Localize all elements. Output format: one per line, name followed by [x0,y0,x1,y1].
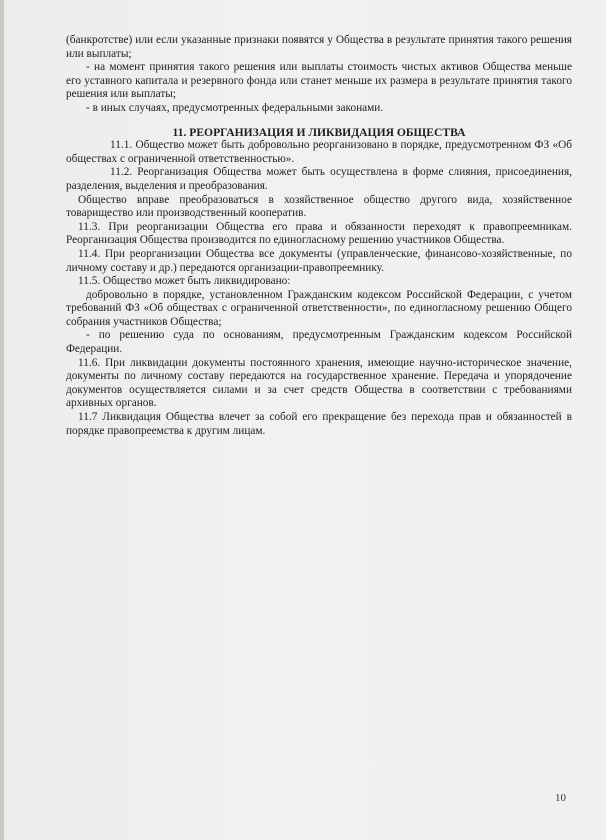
list-item-net-assets: - на момент принятия такого решения или выплаты стоимость чистых активов Общества меньше его уставного капитала и резервного фонда или станет меньше их размера в результате принятия такого решения или выплаты; [66,61,572,101]
scan-edge-shadow [0,0,4,840]
clause-11-2: 11.2. Реорганизация Общества может быть осуществлена в форме слияния, присоединения, разделения, выделения и преобразования. [66,166,572,192]
list-item-other-cases: - в иных случаях, предусмотренных федеральными законами. [86,101,384,114]
list-item-court: - по решению суда по основаниям, предусмотренным Гражданским кодексом Российской Федерации. [66,329,572,356]
page-number: 10 [555,792,566,804]
list-item-voluntary: добровольно в порядке, установленном Гражданским кодексом Российской Федерации, с учетом требований ФЗ «Об обществах с ограниченной ответственности», по единогласному решению Общего собрания участников Общества; [66,288,572,328]
document-body [66,34,572,438]
clause-11-6: 11.6. При ликвидации документы постоянного хранения, имеющие научно-историческое значение, документы по личному составу передаются на государственное хранение. Передача и упорядочение документов осуществляется силами и за счет средств Общества в соответствии с требованиями архивных органов. [66,356,572,410]
clause-11-5: 11.5. Общество может быть ликвидировано: [78,275,291,288]
paragraph-continuation: (банкротстве) или если указанные признаки появятся у Общества в результате принятия такого решения или выплаты; [66,34,572,60]
clause-11-4: 11.4. При реорганизации Общества все документы (управленческие, финансово-хозяйственные, по личному составу и др.) передаются организации-правопреемнику. [66,247,572,274]
clause-11-1: 11.1. Общество может быть добровольно реорганизовано в порядке, предусмотренном ФЗ «Об обществах с ограниченной ответственностью». [66,139,572,165]
clause-11-7: 11.7 Ликвидация Общества влечет за собой его прекращение без перехода прав и обязанностей в порядке правопреемства к другим лицам. [66,411,572,437]
clause-11-2-transform: Общество вправе преобразоваться в хозяйственное общество другого вида, хозяйственное товарищество или производственный кооператив. [66,193,572,220]
clause-11-3: 11.3. При реорганизации Общества его права и обязанности переходят к правопреемникам. Реорганизация Общества производится по единогласному решению участников Общества. [66,220,572,247]
section-heading: 11. РЕОРГАНИЗАЦИЯ И ЛИКВИДАЦИЯ ОБЩЕСТВА [172,125,466,139]
